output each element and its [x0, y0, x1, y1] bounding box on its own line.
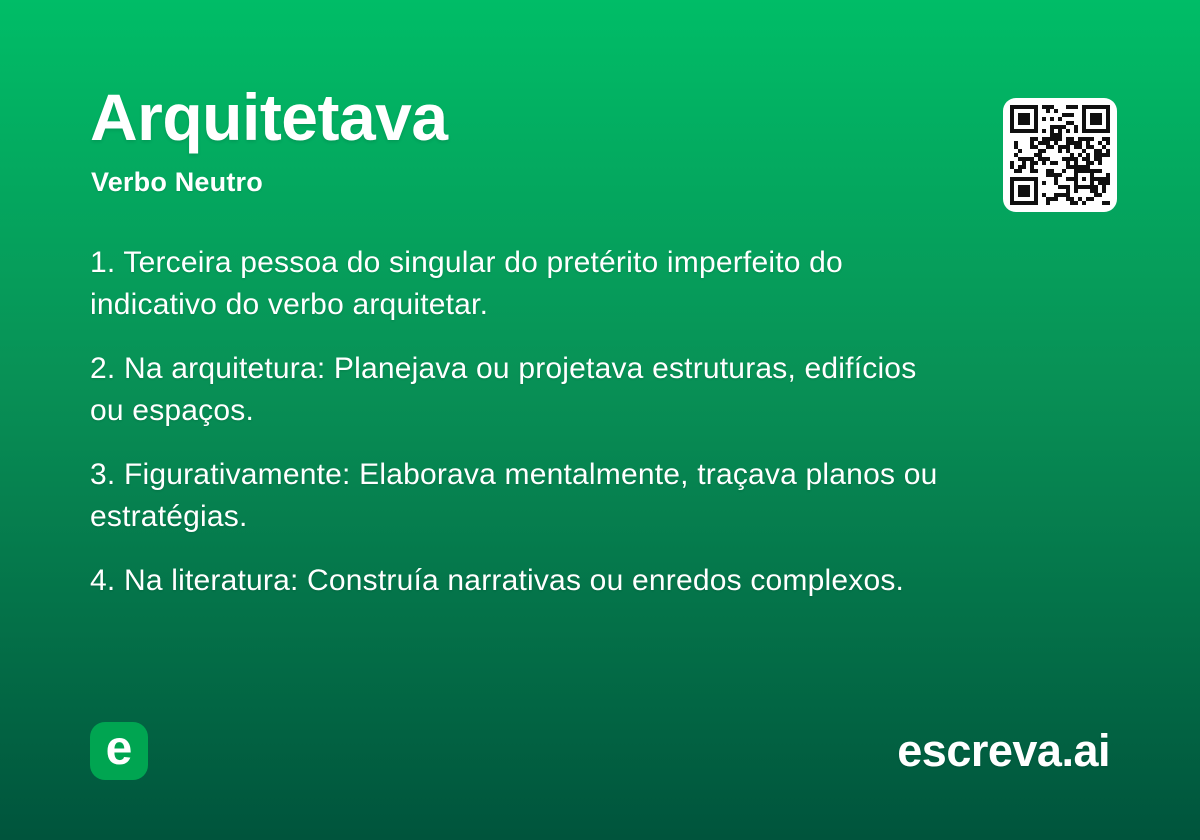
definition-line: ou espaços.	[90, 394, 254, 427]
definitions-list	[90, 242, 1110, 624]
definition-line: 1. Terceira pessoa do singular do pretérito imperfeito do	[90, 246, 843, 279]
brand-logo	[90, 722, 148, 780]
definition-4	[90, 560, 1110, 602]
definition-line: 3. Figurativamente: Elaborava mentalmente, traçava planos ou	[90, 458, 938, 491]
definition-2	[90, 348, 1110, 432]
definition-line: indicativo do verbo arquitetar.	[90, 288, 489, 321]
definition-line: estratégias.	[90, 500, 248, 533]
brand-name: escreva.ai	[897, 725, 1110, 776]
definition-3	[90, 454, 1110, 538]
qr-code	[1003, 98, 1117, 212]
qr-code-pattern	[1010, 105, 1110, 205]
definition-1	[90, 242, 1110, 326]
word-type-label: Verbo Neutro	[91, 167, 263, 197]
brand-logo-letter: e	[105, 722, 133, 775]
word-title: Arquitetava	[90, 80, 448, 154]
definition-line: 2. Na arquitetura: Planejava ou projetava estruturas, edifícios	[90, 352, 917, 385]
definition-line: 4. Na literatura: Construía narrativas ou enredos complexos.	[90, 564, 905, 597]
